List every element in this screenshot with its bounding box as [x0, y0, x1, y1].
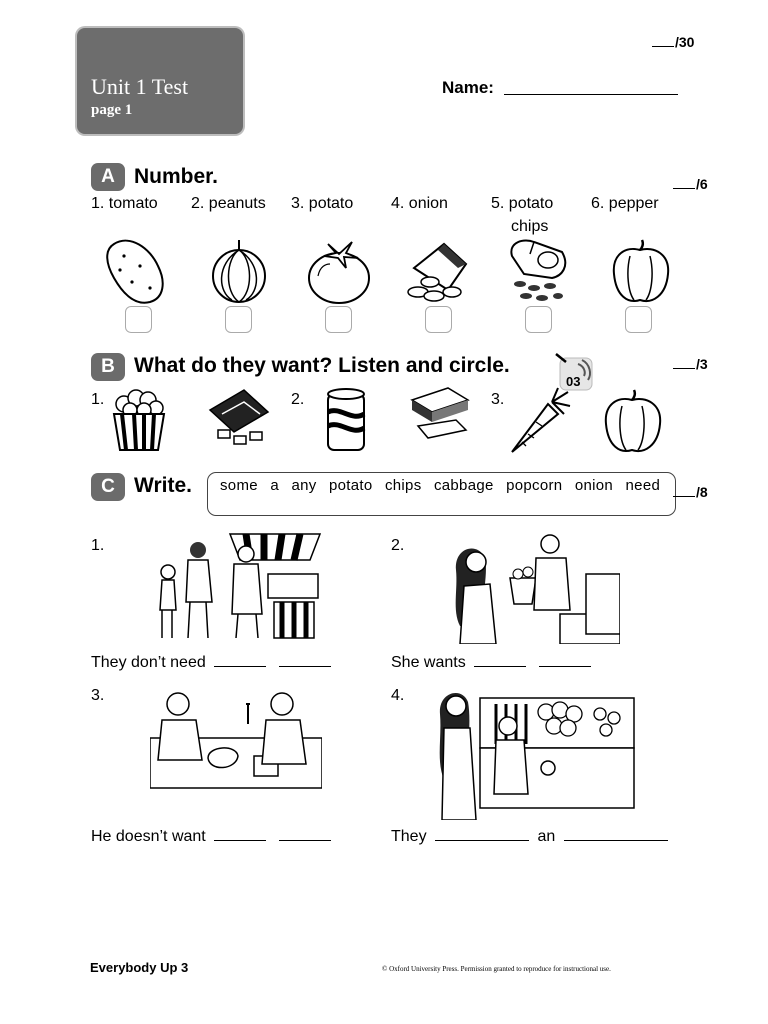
- section-b-score: /3: [673, 356, 708, 372]
- section-c-title: Write.: [134, 474, 192, 497]
- section-c-number-3: 3.: [91, 687, 105, 704]
- copyright-notice: © Oxford University Press. Permission granted to reproduce for instructional use.: [382, 965, 611, 973]
- section-b-number-1: 1.: [91, 391, 105, 408]
- name-label: Name:: [442, 78, 494, 97]
- tomato-picture: [306, 236, 372, 306]
- sentence-3: [91, 828, 331, 846]
- sentence-4: [391, 828, 668, 846]
- onion-picture: [208, 236, 270, 306]
- section-a-title: Number.: [134, 165, 219, 188]
- section-c-number-4: 4.: [391, 687, 405, 704]
- blank-1b[interactable]: [279, 654, 331, 667]
- answer-box-2[interactable]: [225, 306, 252, 333]
- blank-4a[interactable]: [435, 828, 529, 841]
- sentence-4-text-a: They: [391, 828, 427, 845]
- word-bank-text: some a any potato chips cabbage popcorn onion need: [220, 477, 661, 494]
- answer-box-1[interactable]: [125, 306, 152, 333]
- audio-track-number: 03: [566, 374, 581, 389]
- pepper-option-picture[interactable]: [600, 386, 666, 456]
- unit-page-label: page 1: [91, 102, 133, 118]
- section-b-title: What do they want? Listen and circle.: [134, 354, 510, 377]
- blank-4b[interactable]: [564, 828, 668, 841]
- pepper-picture: [608, 236, 674, 306]
- vegetable-stand-scene-picture: [436, 684, 638, 820]
- blank-1a[interactable]: [214, 654, 266, 667]
- market-stall-scene-picture: [150, 530, 322, 644]
- item-label-onion: 4. onion: [391, 195, 448, 212]
- section-b-badge: B: [91, 353, 125, 381]
- word-bank: [207, 472, 676, 516]
- peanuts-picture: [404, 238, 472, 304]
- boys-chips-scene-picture: [150, 684, 322, 792]
- popcorn-counter-scene-picture: [450, 530, 620, 644]
- sentence-2-text: She wants: [391, 654, 466, 671]
- answer-box-5[interactable]: [525, 306, 552, 333]
- section-b-number-2: 2.: [291, 391, 305, 408]
- answer-box-4[interactable]: [425, 306, 452, 333]
- gum-picture[interactable]: [406, 386, 472, 448]
- book-title: Everybody Up 3: [90, 960, 189, 975]
- item-label-peanuts: 2. peanuts: [191, 195, 266, 212]
- section-a-badge: A: [91, 163, 125, 191]
- potato-chips-picture: [504, 236, 572, 306]
- answer-box-3[interactable]: [325, 306, 352, 333]
- item-label-tomato: 1. tomato: [91, 195, 158, 212]
- unit-title-box: [77, 28, 243, 134]
- section-c-score: /8: [673, 484, 708, 500]
- sentence-1-text: They don’t need: [91, 654, 206, 671]
- blank-3a[interactable]: [214, 828, 266, 841]
- sentence-2: [391, 654, 591, 672]
- answer-box-6[interactable]: [625, 306, 652, 333]
- total-score: /30: [652, 34, 694, 50]
- item-label-potato-chips-2: chips: [511, 218, 549, 235]
- carrot-picture[interactable]: [508, 386, 574, 456]
- name-field[interactable]: [504, 94, 678, 95]
- unit-title: Unit 1 Test: [91, 74, 189, 99]
- sentence-1: [91, 654, 331, 672]
- popcorn-picture[interactable]: [108, 386, 170, 454]
- item-label-potato-chips: 5. potato: [491, 195, 554, 212]
- section-a-score: /6: [673, 176, 708, 192]
- sentence-4-text-b: an: [537, 828, 556, 845]
- sentence-3-text: He doesn’t want: [91, 828, 206, 845]
- blank-3b[interactable]: [279, 828, 331, 841]
- section-c-number-2: 2.: [391, 537, 405, 554]
- potato-picture: [100, 236, 172, 306]
- section-c-badge: C: [91, 473, 125, 501]
- item-label-pepper: 6. pepper: [591, 195, 659, 212]
- blank-2b[interactable]: [539, 654, 591, 667]
- section-c-number-1: 1.: [91, 537, 105, 554]
- item-label-potato: 3. potato: [291, 195, 354, 212]
- chocolate-picture[interactable]: [204, 386, 272, 450]
- blank-2a[interactable]: [474, 654, 526, 667]
- section-b-number-3: 3.: [491, 391, 505, 408]
- soda-can-picture[interactable]: [324, 386, 368, 454]
